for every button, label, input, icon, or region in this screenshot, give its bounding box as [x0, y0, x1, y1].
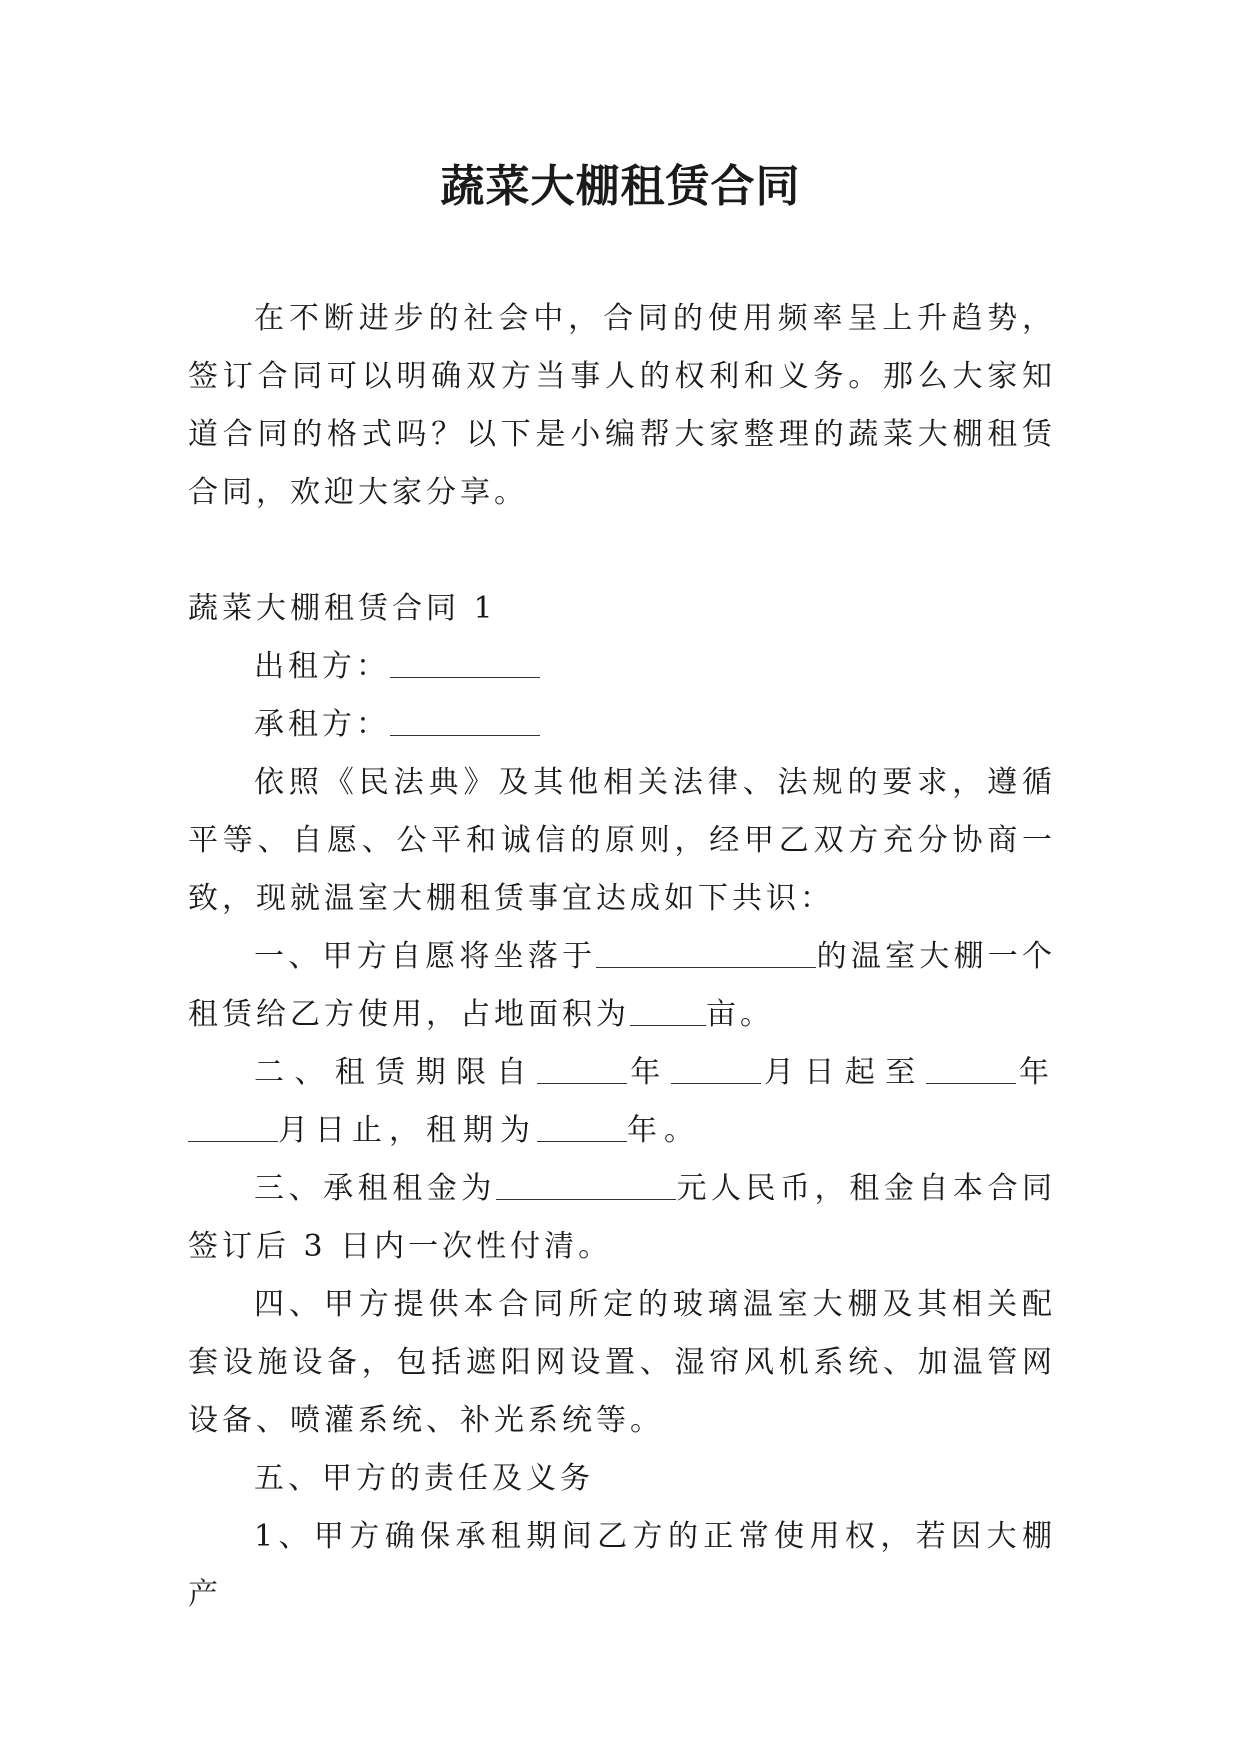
clause-2	[188, 1044, 1056, 1160]
clause-1-part-b: 的温室大棚一个租赁给乙方使用，占地面积为	[188, 939, 1057, 1032]
clause-2-part-c: 月日起至	[760, 1055, 926, 1090]
clause-1-part-c: 亩。	[706, 997, 774, 1032]
clause-5-heading: 五、甲方的责任及义务	[254, 1461, 594, 1496]
lessee-line	[188, 696, 1056, 754]
clause-2-part-e: 月日止，租期为	[278, 1113, 537, 1148]
lessee-blank	[390, 705, 540, 736]
lessee-label: 承租方：	[254, 707, 390, 742]
clause-1-part-a: 一、甲方自愿将坐落于	[254, 939, 597, 974]
area-blank	[630, 995, 706, 1026]
document-body	[188, 290, 1056, 1624]
clause-1	[188, 928, 1056, 1044]
clause-2-part-b: 年	[626, 1055, 671, 1090]
start-year-blank	[537, 1053, 627, 1084]
lessor-line	[188, 638, 1056, 696]
clause-4: 四、甲方提供本合同所定的玻璃温室大棚及其相关配套设施设备，包括遮阳网设置、湿帘风机系统、加温管网设备、喷灌系统、补光系统等。	[188, 1287, 1056, 1438]
clause-2-part-d: 年	[1015, 1055, 1057, 1090]
intro-paragraph: 在不断进步的社会中，合同的使用频率呈上升趋势，签订合同可以明确双方当事人的权利和义务。那么大家知道合同的格式吗？以下是小编帮大家整理的蔬菜大棚租赁合同，欢迎大家分享。	[188, 301, 1056, 510]
clause-3-part-a: 三、承租租金为	[254, 1171, 496, 1206]
term-years-blank	[537, 1111, 627, 1142]
section-heading: 蔬菜大棚租赁合同 1	[188, 591, 497, 626]
end-month-blank	[188, 1111, 278, 1142]
clause-2-part-f: 年。	[627, 1113, 701, 1148]
rent-amount-blank	[496, 1169, 676, 1200]
end-year-blank	[926, 1053, 1016, 1084]
clause-2-part-a: 二、租赁期限自	[254, 1055, 537, 1090]
lessor-blank	[390, 647, 540, 678]
clause-5-item-1: 1、甲方确保承租期间乙方的正常使用权，若因大棚产	[188, 1519, 1056, 1612]
clause-3-part-b: 元人民币，租金自本合同签订后 3 日内一次性付清。	[188, 1171, 1057, 1264]
basis-paragraph: 依照《民法典》及其他相关法律、法规的要求，遵循平等、自愿、公平和诚信的原则，经甲乙双方充分协商一致，现就温室大棚租赁事宜达成如下共识：	[188, 765, 1056, 916]
start-month-blank	[671, 1053, 761, 1084]
clause-3	[188, 1160, 1056, 1276]
lessor-label: 出租方：	[254, 649, 390, 684]
location-blank	[596, 937, 816, 968]
document-title: 蔬菜大棚租赁合同	[440, 161, 801, 212]
